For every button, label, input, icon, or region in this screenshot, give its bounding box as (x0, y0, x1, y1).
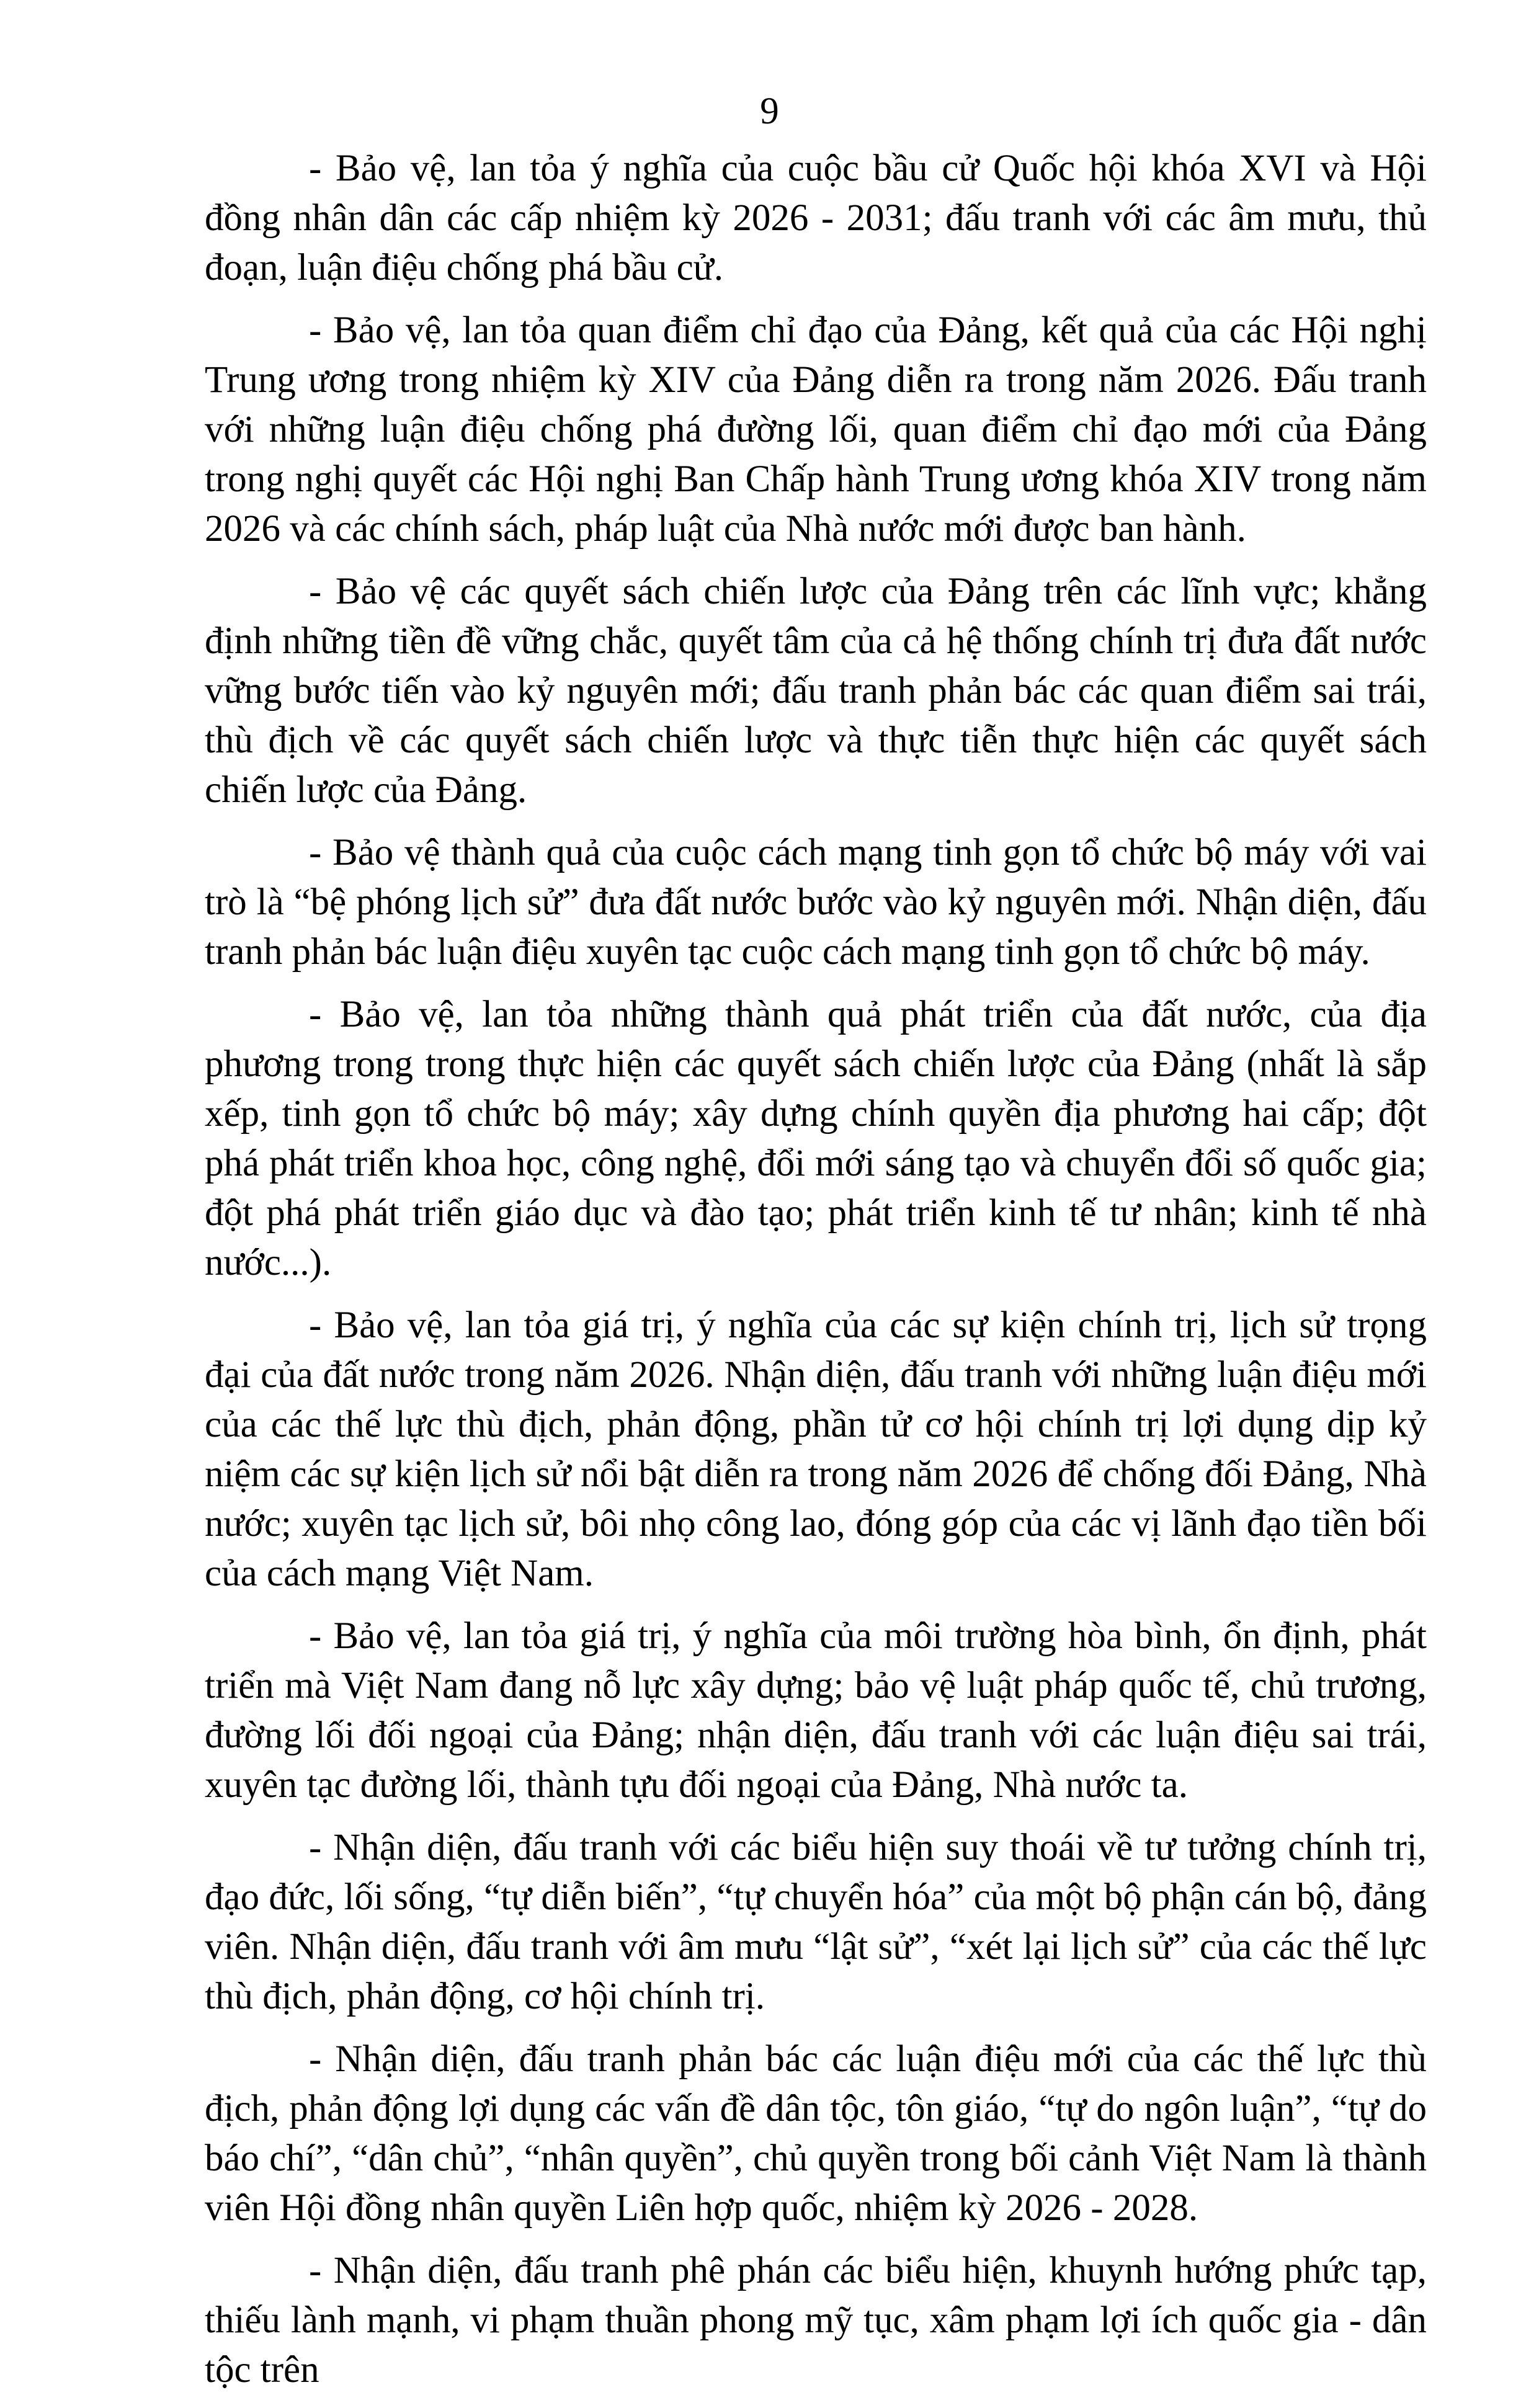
paragraph-su-kien-lich-su: - Bảo vệ, lan tỏa giá trị, ý nghĩa của các sự kiện chính trị, lịch sử trọng đại của đất nước trong năm 2026. Nhận diện, đấu tranh với những luận điệu mới của các thế lực thù địch, phản động, phần tử cơ hội chính trị lợi dụng dịp kỷ niệm các sự kiện lịch sử nổi bật diễn ra trong năm 2026 để chống đối Đảng, Nhà nước; xuyên tạc lịch sử, bôi nhọ công lao, đóng góp của các vị lãnh đạo tiền bối của cách mạng Việt Nam. (205, 1304, 1427, 1594)
paragraph-khuynh-huong-phuc-tap: - Nhận diện, đấu tranh phê phán các biểu hiện, khuynh hướng phức tạp, thiếu lành mạnh, vi phạm thuần phong mỹ tục, xâm phạm lợi ích quốc gia - dân tộc trên (205, 2250, 1427, 2391)
paragraph-thanh-qua-phat-trien: - Bảo vệ, lan tỏa những thành quả phát triển của đất nước, của địa phương trong trong thực hiện các quyết sách chiến lược của Đảng (nhất là sắp xếp, tinh gọn tổ chức bộ máy; xây dựng chính quyền địa phương hai cấp; đột phá phát triển khoa học, công nghệ, đổi mới sáng tạo và chuyển đổi số quốc gia; đột phá phát triển giáo dục và đào tạo; phát triển kinh tế tư nhân; kinh tế nhà nước...). (205, 994, 1427, 1283)
paragraph-quyet-sach-chien-luoc: - Bảo vệ các quyết sách chiến lược của Đảng trên các lĩnh vực; khẳng định những tiền đề vững chắc, quyết tâm của cả hệ thống chính trị đưa đất nước vững bước tiến vào kỷ nguyên mới; đấu tranh phản bác các quan điểm sai trái, thù địch về các quyết sách chiến lược và thực tiễn thực hiện các quyết sách chiến lược của Đảng. (205, 571, 1427, 811)
paragraph-doi-ngoai: - Bảo vệ, lan tỏa giá trị, ý nghĩa của môi trường hòa bình, ổn định, phát triển mà Việt Nam đang nỗ lực xây dựng; bảo vệ luật pháp quốc tế, chủ trương, đường lối đối ngoại của Đảng; nhận diện, đấu tranh với các luận điệu sai trái, xuyên tạc đường lối, thành tựu đối ngoại của Đảng, Nhà nước ta. (205, 1615, 1427, 1806)
document-body (205, 144, 1427, 2408)
paragraph-suy-thoai-tu-tuong: - Nhận diện, đấu tranh với các biểu hiện suy thoái về tư tưởng chính trị, đạo đức, lối sống, “tự diễn biến”, “tự chuyển hóa” của một bộ phận cán bộ, đảng viên. Nhận diện, đấu tranh với âm mưu “lật sử”, “xét lại lịch sử” của các thế lực thù địch, phản động, cơ hội chính trị. (205, 1827, 1427, 2017)
paragraph-bau-cu: - Bảo vệ, lan tỏa ý nghĩa của cuộc bầu cử Quốc hội khóa XVI và Hội đồng nhân dân các cấp nhiệm kỳ 2026 - 2031; đấu tranh với các âm mưu, thủ đoạn, luận điệu chống phá bầu cử. (205, 148, 1427, 288)
paragraph-hoi-nghi-trung-uong: - Bảo vệ, lan tỏa quan điểm chỉ đạo của Đảng, kết quả của các Hội nghị Trung ương trong nhiệm kỳ XIV của Đảng diễn ra trong năm 2026. Đấu tranh với những luận điệu chống phá đường lối, quan điểm chỉ đạo mới của Đảng trong nghị quyết các Hội nghị Ban Chấp hành Trung ương khóa XIV trong năm 2026 và các chính sách, pháp luật của Nhà nước mới được ban hành. (205, 310, 1427, 550)
page-number: 9 (760, 91, 779, 132)
paragraph-nhan-quyen: - Nhận diện, đấu tranh phản bác các luận điệu mới của các thế lực thù địch, phản động lợi dụng các vấn đề dân tộc, tôn giáo, “tự do ngôn luận”, “tự do báo chí”, “dân chủ”, “nhân quyền”, chủ quyền trong bối cảnh Việt Nam là thành viên Hội đồng nhân quyền Liên hợp quốc, nhiệm kỳ 2026 - 2028. (205, 2038, 1427, 2229)
paragraph-tinh-gon-bo-may: - Bảo vệ thành quả của cuộc cách mạng tinh gọn tổ chức bộ máy với vai trò là “bệ phóng lịch sử” đưa đất nước bước vào kỷ nguyên mới. Nhận diện, đấu tranh phản bác luận điệu xuyên tạc cuộc cách mạng tinh gọn tổ chức bộ máy. (205, 832, 1427, 973)
